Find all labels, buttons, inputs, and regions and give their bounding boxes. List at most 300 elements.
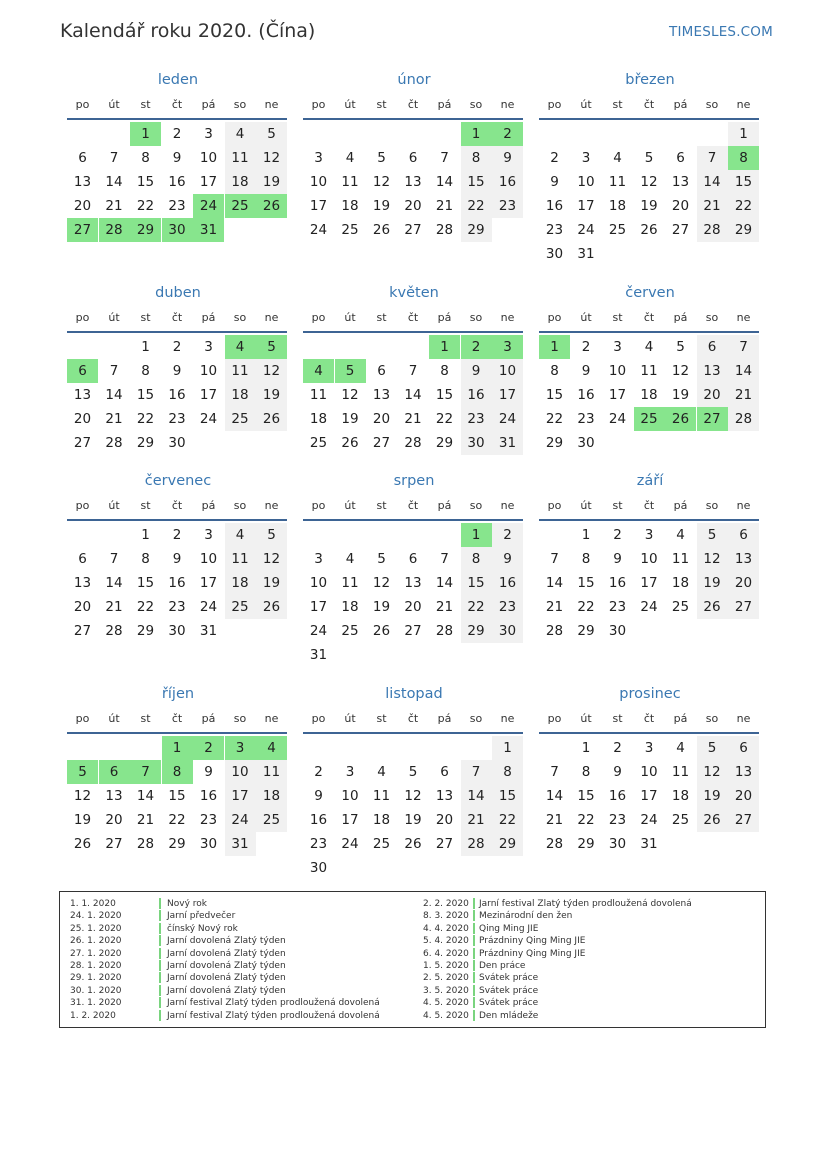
weekday-label: po <box>311 311 326 324</box>
day-cell: 1 <box>728 122 759 146</box>
month-name: leden <box>157 72 199 88</box>
day-cell: 10 <box>492 359 523 383</box>
holiday-day-cell: 28 <box>99 218 130 242</box>
legend-item <box>70 948 410 960</box>
legend-holiday-name: čínský Nový rok <box>167 923 238 934</box>
day-cell: 28 <box>728 407 759 431</box>
day-cell: 24 <box>309 623 328 639</box>
weekday-label: ne <box>264 712 279 725</box>
legend-holiday-name: Mezinárodní den žen <box>479 911 573 922</box>
day-cell: 9 <box>461 359 492 383</box>
day-cell: 26 <box>256 595 287 619</box>
day-cell: 4 <box>225 122 256 146</box>
day-cell: 3 <box>204 126 213 142</box>
day-cell: 5 <box>256 122 287 146</box>
weekday-label: so <box>469 499 483 512</box>
weekday-label: st <box>376 712 387 725</box>
weekday-label: po <box>547 712 562 725</box>
day-cell: 15 <box>168 788 186 804</box>
day-cell: 2 <box>492 523 523 547</box>
weekday-label: po <box>547 311 562 324</box>
day-cell: 19 <box>73 812 92 828</box>
day-cell: 22 <box>492 808 523 832</box>
day-cell: 7 <box>408 363 418 379</box>
day-cell: 26 <box>404 836 422 852</box>
day-cell: 29 <box>435 435 454 451</box>
day-cell: 9 <box>613 551 622 567</box>
day-cell: 22 <box>461 194 492 218</box>
day-cell: 2 <box>172 126 182 142</box>
day-cell: 10 <box>225 760 256 784</box>
day-cell: 28 <box>105 623 123 639</box>
day-cell: 5 <box>676 339 685 355</box>
day-cell: 8 <box>581 764 591 780</box>
day-cell: 1 <box>581 527 591 543</box>
legend-holiday-name: Jarní dovolená Zlatý týden <box>167 948 286 959</box>
day-cell: 23 <box>545 222 564 238</box>
weekday-label: čt <box>407 499 419 512</box>
weekday-label: pá <box>201 311 216 324</box>
day-cell: 9 <box>613 764 622 780</box>
day-cell: 23 <box>608 599 627 615</box>
weekday-label: po <box>311 499 326 512</box>
day-cell: 15 <box>545 387 564 403</box>
day-cell: 21 <box>105 411 123 427</box>
weekday-label: ne <box>736 98 751 111</box>
weekday-label: čt <box>407 98 419 111</box>
legend-date: 1. 1. 2020 <box>70 899 116 909</box>
day-cell: 25 <box>256 808 287 832</box>
day-cell: 15 <box>136 575 155 591</box>
day-cell: 11 <box>256 760 287 784</box>
brand-link[interactable]: TIMESLES.COM <box>669 24 773 40</box>
legend-color-marker <box>159 948 161 959</box>
holiday-day-cell: 8 <box>162 760 193 784</box>
legend-color-marker <box>473 948 475 959</box>
day-cell: 10 <box>309 575 328 591</box>
holiday-day-cell: 24 <box>193 194 224 218</box>
day-cell: 29 <box>461 218 492 242</box>
day-cell: 28 <box>435 623 454 639</box>
weekday-header <box>539 712 761 728</box>
day-cell: 28 <box>136 836 155 852</box>
day-cell: 22 <box>136 198 155 214</box>
day-cell: 31 <box>199 623 218 639</box>
day-cell: 30 <box>168 623 186 639</box>
weekday-label: st <box>140 311 151 324</box>
month-name: říjen <box>161 686 195 702</box>
holiday-day-cell: 29 <box>130 218 161 242</box>
holiday-day-cell: 2 <box>193 736 224 760</box>
legend-color-marker <box>473 898 475 909</box>
day-cell: 16 <box>492 571 523 595</box>
day-cell: 18 <box>608 198 627 214</box>
legend-color-marker <box>159 985 161 996</box>
legend-color-marker <box>159 910 161 921</box>
weekday-label: čt <box>407 311 419 324</box>
holiday-day-cell: 1 <box>130 122 161 146</box>
day-cell: 12 <box>256 547 287 571</box>
weekday-label: út <box>580 311 592 324</box>
weekday-label: ne <box>736 712 751 725</box>
day-cell: 30 <box>545 246 564 262</box>
day-cell: 10 <box>640 551 658 567</box>
day-cell: 17 <box>608 387 627 403</box>
day-cell: 21 <box>105 599 123 615</box>
weekday-header <box>539 499 761 515</box>
day-cell: 30 <box>199 836 218 852</box>
day-cell: 9 <box>204 764 213 780</box>
day-cell: 10 <box>199 150 218 166</box>
holiday-day-cell: 4 <box>256 736 287 760</box>
day-cell: 28 <box>105 435 123 451</box>
day-cell: 17 <box>640 575 658 591</box>
legend-item <box>423 935 763 947</box>
weekday-label: čt <box>643 311 655 324</box>
day-cell: 20 <box>435 812 454 828</box>
day-cell: 8 <box>581 551 591 567</box>
legend-item <box>70 972 410 984</box>
legend-item <box>70 985 410 997</box>
day-cell: 31 <box>492 431 523 455</box>
weekday-header <box>539 98 761 114</box>
day-cell: 3 <box>644 527 654 543</box>
day-cell: 15 <box>577 575 595 591</box>
day-cell: 7 <box>550 764 559 780</box>
day-cell: 28 <box>435 222 454 238</box>
day-cell: 4 <box>644 339 654 355</box>
day-cell: 14 <box>136 788 155 804</box>
day-cell: 23 <box>168 411 186 427</box>
day-cell: 13 <box>404 575 422 591</box>
holiday-day-cell: 25 <box>225 194 256 218</box>
legend-holiday-name: Jarní dovolená Zlatý týden <box>167 973 286 984</box>
weekday-label: po <box>75 499 90 512</box>
day-cell: 7 <box>109 150 119 166</box>
legend-date: 2. 2. 2020 <box>423 899 469 909</box>
day-cell: 12 <box>73 788 92 804</box>
weekday-header <box>539 311 761 327</box>
day-cell: 13 <box>404 174 422 190</box>
day-cell: 18 <box>225 383 256 407</box>
holiday-day-cell: 1 <box>539 335 570 359</box>
day-cell: 27 <box>372 435 391 451</box>
day-cell: 16 <box>309 812 328 828</box>
day-cell: 17 <box>309 599 328 615</box>
weekday-label: út <box>344 311 356 324</box>
day-cell: 6 <box>408 551 418 567</box>
weekday-header <box>303 712 525 728</box>
weekday-label: ne <box>264 98 279 111</box>
day-cell: 19 <box>256 571 287 595</box>
legend-date: 3. 5. 2020 <box>423 985 469 996</box>
day-cell: 27 <box>728 595 759 619</box>
weekday-label: čt <box>171 499 183 512</box>
legend-item <box>423 985 763 997</box>
legend-holiday-name: Jarní festival Zlatý týden prodloužená dovolená <box>167 1010 380 1021</box>
day-cell: 7 <box>109 551 119 567</box>
legend-date: 4. 4. 2020 <box>423 923 469 934</box>
day-cell: 6 <box>78 150 87 166</box>
holiday-day-cell: 4 <box>303 359 334 383</box>
day-cell: 3 <box>204 339 213 355</box>
header-rule <box>67 519 287 521</box>
weekday-label: po <box>75 311 90 324</box>
day-cell: 13 <box>73 387 92 403</box>
day-cell: 18 <box>225 170 256 194</box>
day-cell: 22 <box>728 194 759 218</box>
legend-color-marker <box>159 1010 161 1021</box>
holiday-day-cell: 26 <box>256 194 287 218</box>
header-rule <box>303 732 523 734</box>
holiday-day-cell: 8 <box>728 146 759 170</box>
legend-item <box>423 997 763 1009</box>
day-cell: 29 <box>577 623 595 639</box>
day-cell: 12 <box>404 788 422 804</box>
day-cell: 20 <box>105 812 123 828</box>
weekday-label: pá <box>673 311 688 324</box>
day-cell: 11 <box>225 146 256 170</box>
weekday-label: út <box>108 499 120 512</box>
day-cell: 6 <box>697 335 728 359</box>
day-cell: 8 <box>461 547 492 571</box>
header-rule <box>539 118 759 120</box>
day-cell: 10 <box>577 174 595 190</box>
day-cell: 7 <box>440 150 449 166</box>
day-cell: 5 <box>377 551 386 567</box>
holiday-day-cell: 2 <box>461 335 492 359</box>
day-cell: 10 <box>341 788 359 804</box>
day-cell: 17 <box>199 174 218 190</box>
legend-date: 24. 1. 2020 <box>70 911 122 922</box>
day-cell: 9 <box>581 363 591 379</box>
legend-holiday-name: Qing Ming JIE <box>479 923 539 934</box>
header-rule <box>67 118 287 120</box>
day-cell: 16 <box>608 788 627 804</box>
day-cell: 29 <box>136 435 155 451</box>
day-cell: 12 <box>697 760 728 784</box>
day-cell: 17 <box>577 198 595 214</box>
day-cell: 9 <box>492 146 523 170</box>
day-cell: 2 <box>172 339 182 355</box>
weekday-header <box>303 499 525 515</box>
day-cell: 27 <box>73 623 92 639</box>
header-rule <box>303 331 523 333</box>
day-cell: 3 <box>345 764 355 780</box>
day-cell: 11 <box>372 788 391 804</box>
weekday-label: pá <box>673 98 688 111</box>
weekday-label: pá <box>673 499 688 512</box>
weekday-header <box>67 311 289 327</box>
day-cell: 27 <box>728 808 759 832</box>
day-cell: 27 <box>73 435 92 451</box>
weekday-label: út <box>344 499 356 512</box>
legend-holiday-name: Jarní festival Zlatý týden prodloužená dovolená <box>479 899 692 909</box>
day-cell: 20 <box>404 198 422 214</box>
legend-color-marker <box>159 997 161 1008</box>
day-cell: 7 <box>461 760 492 784</box>
holiday-day-cell: 25 <box>634 407 665 431</box>
legend-color-marker <box>473 997 475 1008</box>
day-cell: 23 <box>168 198 186 214</box>
day-cell: 18 <box>309 411 328 427</box>
day-cell: 6 <box>728 736 759 760</box>
day-cell: 3 <box>644 740 654 756</box>
day-cell: 17 <box>341 812 359 828</box>
day-cell: 16 <box>168 174 186 190</box>
day-cell: 26 <box>73 836 92 852</box>
weekday-label: so <box>233 98 247 111</box>
day-cell: 12 <box>640 174 658 190</box>
day-cell: 18 <box>671 575 690 591</box>
day-cell: 5 <box>697 523 728 547</box>
legend-color-marker <box>473 923 475 934</box>
weekday-label: pá <box>201 98 216 111</box>
legend-date: 25. 1. 2020 <box>70 923 122 934</box>
weekday-label: st <box>376 311 387 324</box>
legend-color-marker <box>473 960 475 971</box>
legend-color-marker <box>159 960 161 971</box>
legend-color-marker <box>473 1010 475 1021</box>
day-cell: 17 <box>199 575 218 591</box>
month-name: duben <box>155 285 201 301</box>
day-cell: 2 <box>550 150 559 166</box>
day-cell: 12 <box>372 575 391 591</box>
day-cell: 19 <box>372 599 391 615</box>
day-cell: 13 <box>73 575 92 591</box>
day-cell: 20 <box>73 599 92 615</box>
day-cell: 23 <box>608 812 627 828</box>
weekday-label: pá <box>201 499 216 512</box>
day-cell: 31 <box>309 647 328 663</box>
day-cell: 6 <box>728 523 759 547</box>
day-cell: 22 <box>577 812 595 828</box>
day-cell: 16 <box>168 387 186 403</box>
day-cell: 22 <box>461 595 492 619</box>
day-cell: 24 <box>640 812 658 828</box>
day-cell: 27 <box>404 623 422 639</box>
day-cell: 22 <box>136 599 155 615</box>
day-cell: 6 <box>408 150 418 166</box>
legend-color-marker <box>473 985 475 996</box>
day-cell: 25 <box>225 595 256 619</box>
day-cell: 9 <box>550 174 559 190</box>
holiday-day-cell: 3 <box>225 736 256 760</box>
day-cell: 11 <box>608 174 627 190</box>
day-cell: 18 <box>341 599 359 615</box>
legend-holiday-name: Jarní předvečer <box>167 911 236 922</box>
day-cell: 13 <box>372 387 391 403</box>
day-cell: 29 <box>461 619 492 643</box>
day-cell: 9 <box>172 551 182 567</box>
day-cell: 29 <box>577 836 595 852</box>
day-cell: 14 <box>435 174 454 190</box>
month-name: listopad <box>385 686 443 702</box>
day-cell: 23 <box>168 599 186 615</box>
day-cell: 18 <box>341 198 359 214</box>
legend-holiday-name: Den mládeže <box>479 1010 539 1021</box>
holiday-day-cell: 27 <box>67 218 98 242</box>
day-cell: 26 <box>372 222 391 238</box>
weekday-label: pá <box>437 499 452 512</box>
weekday-label: ne <box>736 499 751 512</box>
weekday-label: so <box>469 311 483 324</box>
day-cell: 2 <box>613 740 622 756</box>
day-cell: 30 <box>608 623 627 639</box>
weekday-label: ne <box>500 311 515 324</box>
day-cell: 23 <box>309 836 328 852</box>
day-cell: 15 <box>728 170 759 194</box>
day-cell: 26 <box>697 808 728 832</box>
day-cell: 4 <box>613 150 622 166</box>
holiday-day-cell: 1 <box>162 736 193 760</box>
weekday-label: so <box>469 98 483 111</box>
day-cell: 17 <box>309 198 328 214</box>
day-cell: 19 <box>697 784 728 808</box>
day-cell: 21 <box>404 411 422 427</box>
holiday-day-cell: 5 <box>67 760 98 784</box>
day-cell: 26 <box>341 435 359 451</box>
weekday-label: čt <box>171 311 183 324</box>
day-cell: 24 <box>341 836 359 852</box>
day-cell: 28 <box>697 218 728 242</box>
legend-holiday-name: Prázdniny Qing Ming JIE <box>479 936 586 947</box>
holiday-day-cell: 1 <box>461 523 492 547</box>
day-cell: 11 <box>640 363 658 379</box>
weekday-header <box>67 98 289 114</box>
day-cell: 25 <box>372 836 391 852</box>
day-cell: 6 <box>440 764 449 780</box>
weekday-label: so <box>705 499 719 512</box>
day-cell: 25 <box>341 623 359 639</box>
day-cell: 24 <box>608 411 627 427</box>
day-cell: 9 <box>172 150 182 166</box>
day-cell: 14 <box>404 387 422 403</box>
day-cell: 17 <box>225 784 256 808</box>
legend-item <box>70 997 410 1009</box>
legend-color-marker <box>159 935 161 946</box>
day-cell: 13 <box>728 760 759 784</box>
weekday-label: út <box>108 98 120 111</box>
weekday-label: st <box>612 712 623 725</box>
weekday-label: ne <box>736 311 751 324</box>
legend-date: 27. 1. 2020 <box>70 948 122 959</box>
day-cell: 10 <box>640 764 658 780</box>
weekday-label: čt <box>643 98 655 111</box>
day-cell: 13 <box>697 359 728 383</box>
day-cell: 21 <box>435 198 454 214</box>
weekday-label: st <box>376 499 387 512</box>
header-rule <box>539 732 759 734</box>
day-cell: 7 <box>697 146 728 170</box>
day-cell: 30 <box>608 836 627 852</box>
holiday-day-cell: 30 <box>162 218 193 242</box>
day-cell: 19 <box>671 387 690 403</box>
legend-color-marker <box>473 972 475 983</box>
legend-item <box>423 923 763 935</box>
holiday-legend <box>59 891 766 1028</box>
header-rule <box>303 519 523 521</box>
day-cell: 27 <box>671 222 690 238</box>
day-cell: 14 <box>545 575 564 591</box>
day-cell: 19 <box>404 812 422 828</box>
day-cell: 21 <box>697 194 728 218</box>
day-cell: 25 <box>309 435 328 451</box>
day-cell: 7 <box>550 551 559 567</box>
day-cell: 24 <box>309 222 328 238</box>
legend-holiday-name: Jarní dovolená Zlatý týden <box>167 961 286 971</box>
weekday-header <box>67 712 289 728</box>
